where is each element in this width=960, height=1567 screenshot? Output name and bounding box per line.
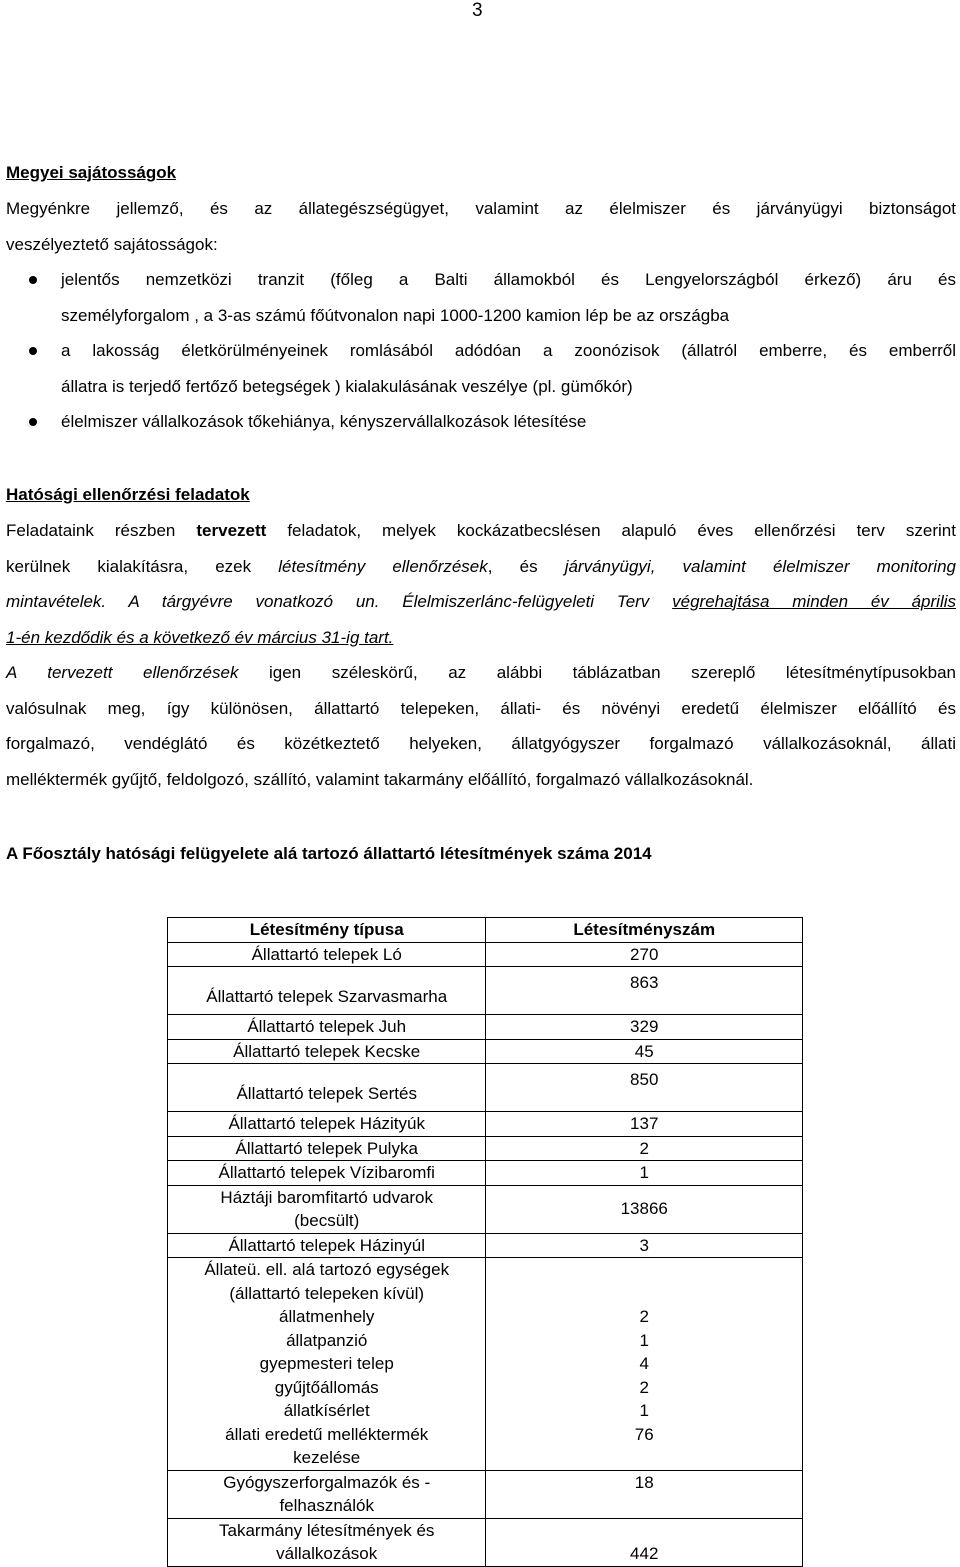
paragraph-line — [6, 655, 956, 691]
table-title: A Főosztály hatósági felügyelete alá tartozó állattartó létesítmények száma 2014 — [6, 844, 652, 863]
group-item-type: gyűjtőállomás — [274, 1377, 379, 1397]
cell-type: Állattartó telepek Szarvasmarha — [168, 967, 486, 1015]
section-megyei-sajatossagok — [6, 158, 956, 440]
table-row — [168, 1161, 803, 1186]
cell-count: 13866 — [486, 1185, 803, 1233]
text-run: , és — [487, 556, 565, 576]
bullet-list — [6, 262, 956, 440]
header-cell-count: Létesítményszám — [486, 918, 803, 943]
cell-count: 850 — [486, 1064, 803, 1112]
table-row — [168, 967, 803, 1015]
table-row — [168, 942, 803, 967]
paragraph-line: forgalmazó, vendéglátó és közétkeztető helyeken, állatgyógyszer forgalmazó vállalkozásoknál, állati — [6, 734, 956, 753]
text-run-italic: Élelmiszerlánc-felügyeleti Terv — [402, 592, 673, 611]
text-run: igen széleskörű, az alábbi táblázatban szereplő létesítménytípusokban — [238, 663, 956, 682]
text-run: feladatok, melyek kockázatbecslésen alapuló éves ellenőrzési terv szerint — [266, 521, 956, 540]
group-item-type: állatkísérlet — [283, 1401, 370, 1420]
table-header-row — [168, 918, 803, 943]
bullet-line: személyforgalom , a 3-as számú főútvonalon napi 1000-1200 kamion lép be az országba — [61, 305, 730, 325]
bullet-line: jelentős nemzetközi tranzit (főleg a Balti államokból és Lengyelországból érkező) áru és — [61, 270, 956, 289]
text-run-bold: tervezett — [196, 521, 267, 540]
page-number: 3 — [472, 0, 483, 21]
intro-line-1: Megyénkre jellemző, és az állategészségügyet, valamint az élelmiszer és járványügyi biztonságot — [6, 199, 956, 218]
text-run-italic: járványügyi, valamint élelmiszer monitoring — [564, 556, 956, 576]
group-item-count: 4 — [639, 1354, 649, 1373]
cell-count: 270 — [486, 942, 803, 967]
group-item-count: 76 — [634, 1424, 654, 1444]
text-run: kerülnek kialakításra, ezek — [6, 556, 279, 576]
cell-type-group — [168, 1258, 486, 1471]
text-run-italic: A tervezett ellenőrzések — [6, 663, 239, 682]
bullet-item — [6, 404, 956, 440]
group-item-type: állati eredetű melléktermék — [225, 1424, 429, 1444]
cell-type: Állattartó telepek Vízibaromfi — [168, 1161, 486, 1186]
text-run-underlined: végrehajtása minden év április — [672, 592, 957, 611]
group-item-type: állatpanzió — [286, 1330, 368, 1350]
cell-type: Állattartó telepek Kecske — [168, 1039, 486, 1064]
cell-type: Állattartó telepek Juh — [168, 1015, 486, 1040]
group-item-count: 2 — [639, 1377, 649, 1397]
bullet-icon — [29, 347, 37, 355]
cell-count: 329 — [486, 1015, 803, 1040]
table-row — [168, 1112, 803, 1137]
cell-line: Gyógyszerforgalmazók és - — [223, 1472, 431, 1492]
cell-type: Állattartó telepek Ló — [168, 942, 486, 967]
group-item-count: 1 — [639, 1330, 649, 1350]
cell-type — [168, 1470, 486, 1518]
paragraph-line — [6, 513, 956, 549]
cell-type — [168, 1518, 486, 1566]
group-item-type: gyepmesteri telep — [259, 1354, 394, 1373]
paragraph-line — [6, 584, 956, 620]
cell-line: felhasználók — [279, 1496, 374, 1515]
cell-count: 3 — [486, 1233, 803, 1258]
cell-count: 2 — [486, 1136, 803, 1161]
section-heading: Hatósági ellenőrzési feladatok — [6, 485, 250, 504]
header-cell-type: Létesítmény típusa — [168, 918, 486, 943]
cell-count: 45 — [486, 1039, 803, 1064]
table-row — [168, 1233, 803, 1258]
table-row — [168, 1039, 803, 1064]
table-row — [168, 1470, 803, 1518]
cell-type: Állattartó telepek Sertés — [168, 1064, 486, 1112]
paragraph-line: 1-én kezdődik és a következő év március 31-ig tart. — [6, 627, 394, 647]
table-row — [168, 1185, 803, 1233]
bullet-item — [6, 333, 956, 404]
table-row-group — [168, 1258, 803, 1471]
table-row — [168, 1064, 803, 1112]
paragraph-line: melléktermék gyűjtő, feldolgozó, szállító, valamint takarmány előállító, forgalmazó vállalkozásoknál. — [6, 769, 754, 789]
bullet-item — [6, 262, 956, 333]
facility-table — [167, 917, 803, 1567]
cell-type: Állattartó telepek Házinyúl — [168, 1233, 486, 1258]
text-run-italic: mintavételek. A tárgyévre vonatkozó un. — [6, 592, 403, 611]
cell-count-group — [486, 1258, 803, 1471]
group-title: (állattartó telepeken kívül) — [229, 1283, 425, 1303]
cell-count: 137 — [486, 1112, 803, 1137]
cell-type — [168, 1185, 486, 1233]
cell-count: 442 — [486, 1518, 803, 1566]
section-heading: Megyei sajátosságok — [6, 163, 177, 182]
cell-line: vállalkozások — [276, 1544, 378, 1563]
cell-count: 18 — [486, 1470, 803, 1518]
bullet-line: állatra is terjedő fertőző betegségek ) kialakulásának veszélye (pl. gümőkór) — [61, 376, 633, 396]
section-hatosagi-ellenorzes — [6, 480, 956, 797]
bullet-line: élelmiszer vállalkozások tőkehiánya, kényszervállalkozások létesítése — [61, 412, 587, 431]
bullet-icon — [29, 418, 37, 426]
paragraph-line: valósulnak meg, így különösen, állattartó telepeken, állati- és növényi eredetű élelmiszer előállító és — [6, 698, 956, 718]
intro-line-2: veszélyeztető sajátosságok: — [6, 234, 218, 254]
group-item-type: kezelése — [293, 1448, 361, 1467]
cell-count: 863 — [486, 967, 803, 1015]
cell-line: Takarmány létesítmények és — [219, 1520, 435, 1540]
table-row — [168, 1518, 803, 1566]
cell-type: Állattartó telepek Pulyka — [168, 1136, 486, 1161]
table-row — [168, 1136, 803, 1161]
cell-line: (becsült) — [294, 1211, 360, 1230]
bullet-line: a lakosság életkörülményeinek romlásából adódóan a zoonózisok (állatról emberre, és emberről — [61, 341, 956, 360]
text-run: Feladataink részben — [6, 521, 197, 540]
group-item-count: 1 — [639, 1401, 649, 1420]
bullet-icon — [29, 276, 37, 284]
table-row — [168, 1015, 803, 1040]
group-item-type: állatmenhely — [278, 1307, 375, 1326]
group-item-count: 2 — [639, 1307, 649, 1326]
cell-count: 1 — [486, 1161, 803, 1186]
group-title: Állateü. ell. alá tartozó egységek — [204, 1260, 450, 1279]
cell-line: Háztáji baromfitartó udvarok — [220, 1187, 434, 1207]
paragraph-line — [6, 549, 956, 585]
cell-type: Állattartó telepek Házityúk — [168, 1112, 486, 1137]
text-run-italic: létesítmény ellenőrzések — [278, 556, 488, 576]
